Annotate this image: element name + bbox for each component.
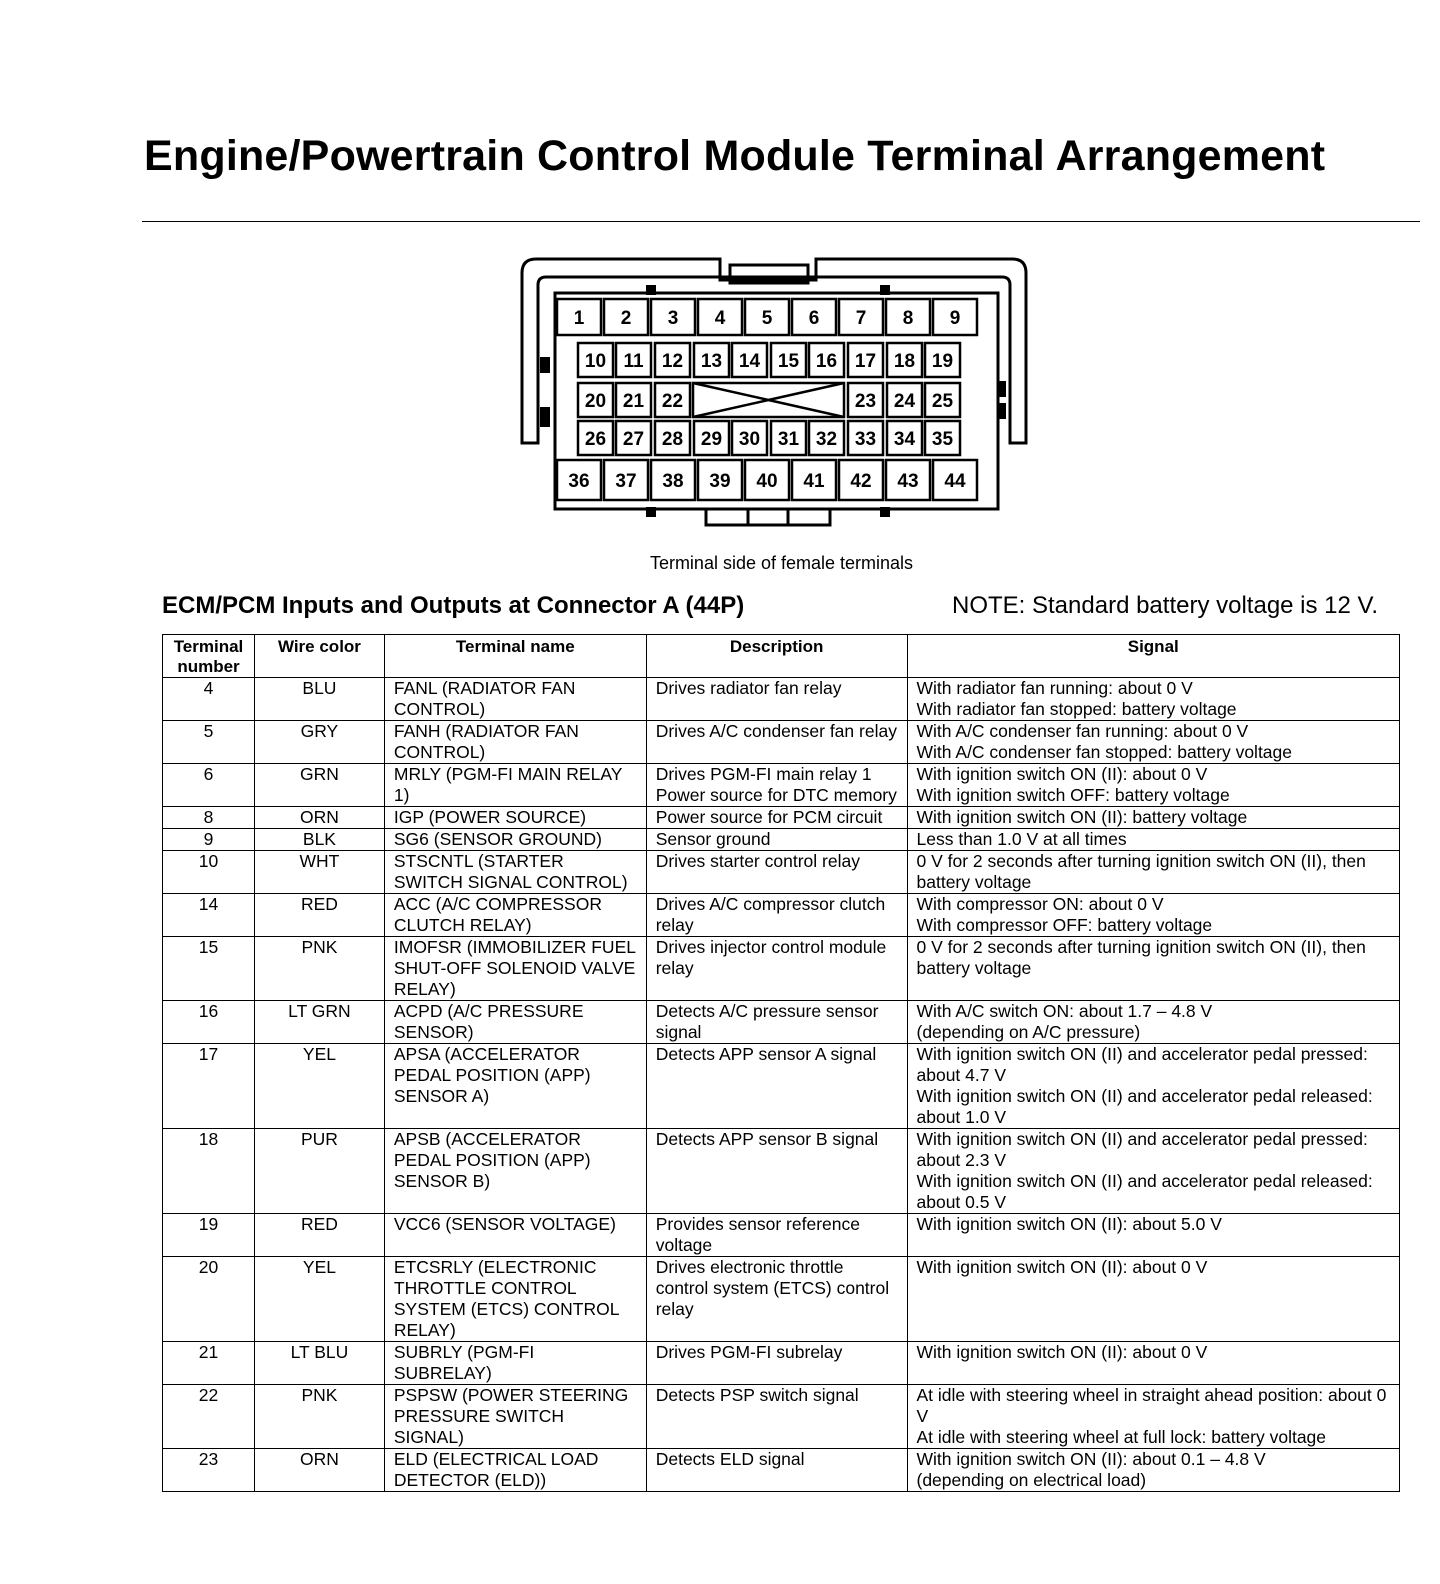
terminal-number-label: 26 [584, 429, 607, 450]
description-cell: Provides sensor reference voltage [646, 1214, 907, 1257]
table-row [163, 1214, 1400, 1257]
signal-cell [907, 807, 1400, 829]
terminal-number-cell: 19 [163, 1214, 255, 1257]
terminal-number-label: 23 [854, 391, 877, 412]
terminal-number-cell: 10 [163, 851, 255, 894]
wire-color-cell: BLK [254, 829, 384, 851]
title-divider [142, 221, 1420, 222]
table-header-row [163, 635, 1400, 678]
terminal-number-cell: 8 [163, 807, 255, 829]
table-row [163, 1342, 1400, 1385]
terminal-name-cell: ELD (ELECTRICAL LOAD DETECTOR (ELD)) [384, 1449, 646, 1492]
wire-color-cell: BLU [254, 678, 384, 721]
terminal-number-label: 3 [667, 308, 679, 329]
wire-color-cell: GRY [254, 721, 384, 764]
terminal-name-cell: VCC6 (SENSOR VOLTAGE) [384, 1214, 646, 1257]
terminal-name-cell: SG6 (SENSOR GROUND) [384, 829, 646, 851]
wire-color-cell: LT BLU [254, 1342, 384, 1385]
terminal-number-label: 21 [622, 391, 645, 412]
terminal-number-label: 35 [931, 429, 954, 450]
terminal-name-cell: FANL (RADIATOR FAN CONTROL) [384, 678, 646, 721]
terminal-name-cell: ACC (A/C COMPRESSOR CLUTCH RELAY) [384, 894, 646, 937]
table-row [163, 829, 1400, 851]
wire-color-cell: PNK [254, 1385, 384, 1449]
terminal-number-cell: 18 [163, 1129, 255, 1214]
signal-cell [907, 937, 1400, 1001]
signal-cell [907, 678, 1400, 721]
terminal-name-cell: MRLY (PGM-FI MAIN RELAY 1) [384, 764, 646, 807]
signal-line: With A/C condenser fan running: about 0 V [916, 721, 1249, 741]
wire-color-cell: WHT [254, 851, 384, 894]
connector-diagram [510, 255, 1050, 545]
signal-cell [907, 1342, 1400, 1385]
signal-cell [907, 1449, 1400, 1492]
table-row [163, 1001, 1400, 1044]
terminal-number-label: 11 [623, 351, 644, 372]
signal-cell [907, 721, 1400, 764]
table-row [163, 764, 1400, 807]
peg-top-left [646, 285, 656, 295]
signal-line: With ignition switch ON (II): about 0 V [916, 1257, 1208, 1277]
description-cell: Sensor ground [646, 829, 907, 851]
terminal-number-cell: 17 [163, 1044, 255, 1129]
terminal-number-cell: 16 [163, 1001, 255, 1044]
header-terminal-name: Terminal name [384, 635, 646, 678]
signal-line: With A/C switch ON: about 1.7 – 4.8 V [916, 1001, 1213, 1021]
terminal-number-cell: 14 [163, 894, 255, 937]
description-cell: Drives starter control relay [646, 851, 907, 894]
header-wire-color: Wire color [254, 635, 384, 678]
description-cell: Detects APP sensor B signal [646, 1129, 907, 1214]
terminal-number-label: 42 [850, 471, 872, 492]
terminal-number-label: 1 [573, 308, 585, 329]
terminal-number-label: 19 [931, 351, 954, 372]
terminal-number-cell: 22 [163, 1385, 255, 1449]
wire-color-cell: ORN [254, 1449, 384, 1492]
header-description: Description [646, 635, 907, 678]
signal-cell [907, 1257, 1400, 1342]
terminal-number-label: 5 [761, 308, 773, 329]
signal-line: With ignition switch OFF: battery voltage [916, 785, 1230, 805]
signal-cell [907, 764, 1400, 807]
table-body [163, 678, 1400, 1492]
header-terminal-number: Terminal number [163, 635, 255, 678]
signal-line: At idle with steering wheel at full lock: battery voltage [916, 1427, 1327, 1447]
signal-line: With ignition switch ON (II): battery voltage [916, 807, 1248, 827]
signal-line: With ignition switch ON (II) and accelerator pedal released: about 1.0 V [916, 1086, 1373, 1127]
peg-bottom-left [646, 507, 656, 517]
terminal-number-label: 37 [615, 471, 637, 492]
signal-line: 0 V for 2 seconds after turning ignition switch ON (II), then battery voltage [916, 937, 1366, 978]
terminal-name-cell: FANH (RADIATOR FAN CONTROL) [384, 721, 646, 764]
signal-line: 0 V for 2 seconds after turning ignition switch ON (II), then battery voltage [916, 851, 1366, 892]
terminal-number-cell: 6 [163, 764, 255, 807]
wire-color-cell: RED [254, 1214, 384, 1257]
blanked-cavity [693, 383, 844, 417]
description-cell: Detects ELD signal [646, 1449, 907, 1492]
page-title: Engine/Powertrain Control Module Terminal Arrangement [144, 132, 1326, 180]
terminal-number-label: 13 [700, 351, 723, 372]
terminal-number-label: 43 [897, 471, 919, 492]
terminal-number-label: 34 [893, 429, 916, 450]
signal-line: With ignition switch ON (II) and accelerator pedal pressed: about 4.7 V [916, 1044, 1368, 1085]
connector-bottom-tab [706, 509, 830, 525]
description-cell: Drives injector control module relay [646, 937, 907, 1001]
terminal-number-label: 36 [568, 471, 590, 492]
signal-line: (depending on electrical load) [916, 1470, 1147, 1490]
terminal-number-label: 33 [854, 429, 877, 450]
terminal-name-cell: IMOFSR (IMMOBILIZER FUEL SHUT-OFF SOLENOID VALVE RELAY) [384, 937, 646, 1001]
terminal-number-label: 29 [700, 429, 723, 450]
description-cell: Drives radiator fan relay [646, 678, 907, 721]
connector-drawing [510, 255, 1050, 545]
terminal-number-label: 7 [855, 308, 867, 329]
signal-cell [907, 1214, 1400, 1257]
wire-color-cell: RED [254, 894, 384, 937]
terminal-name-cell: APSB (ACCELERATOR PEDAL POSITION (APP) SENSOR B) [384, 1129, 646, 1214]
section-title: ECM/PCM Inputs and Outputs at Connector A (44P) [162, 592, 745, 619]
description-cell: Drives PGM-FI main relay 1 Power source for DTC memory [646, 764, 907, 807]
terminal-name-cell: SUBRLY (PGM-FI SUBRELAY) [384, 1342, 646, 1385]
table-row [163, 1044, 1400, 1129]
terminal-number-label: 25 [931, 391, 954, 412]
signal-line: With ignition switch ON (II): about 0 V [916, 764, 1208, 784]
description-cell: Detects PSP switch signal [646, 1385, 907, 1449]
wire-color-cell: YEL [254, 1044, 384, 1129]
terminal-number-cell: 20 [163, 1257, 255, 1342]
terminal-number-label: 44 [944, 471, 966, 492]
peg-top-right [880, 285, 890, 295]
terminal-number-label: 4 [714, 308, 726, 329]
terminal-number-cell: 23 [163, 1449, 255, 1492]
terminal-name-cell: APSA (ACCELERATOR PEDAL POSITION (APP) SENSOR A) [384, 1044, 646, 1129]
terminal-number-cell: 9 [163, 829, 255, 851]
terminal-number-label: 39 [709, 471, 731, 492]
diagram-caption: Terminal side of female terminals [649, 553, 914, 573]
terminal-number-cell: 5 [163, 721, 255, 764]
signal-line: With ignition switch ON (II) and accelerator pedal released: about 0.5 V [916, 1171, 1373, 1212]
terminal-name-cell: IGP (POWER SOURCE) [384, 807, 646, 829]
terminal-number-label: 24 [893, 391, 916, 412]
wire-color-cell: GRN [254, 764, 384, 807]
signal-line: Less than 1.0 V at all times [916, 829, 1127, 849]
terminal-number-label: 40 [756, 471, 778, 492]
terminal-number-label: 38 [662, 471, 684, 492]
terminal-number-label: 28 [661, 429, 684, 450]
signal-line: With ignition switch ON (II): about 0 V [916, 1342, 1208, 1362]
signal-line: With ignition switch ON (II): about 0.1 – 4.8 V [916, 1449, 1266, 1469]
terminal-name-cell: ACPD (A/C PRESSURE SENSOR) [384, 1001, 646, 1044]
terminal-number-label: 31 [777, 429, 800, 450]
side-lock-right-bottom [998, 403, 1006, 419]
terminal-number-label: 9 [949, 308, 961, 329]
description-cell: Drives electronic throttle control system (ETCS) control relay [646, 1257, 907, 1342]
terminal-name-cell: PSPSW (POWER STEERING PRESSURE SWITCH SIGNAL) [384, 1385, 646, 1449]
wire-color-cell: PNK [254, 937, 384, 1001]
signal-cell [907, 894, 1400, 937]
table-row [163, 807, 1400, 829]
signal-line: At idle with steering wheel in straight ahead position: about 0 V [916, 1385, 1387, 1426]
signal-line: With radiator fan stopped: battery voltage [916, 699, 1237, 719]
signal-line: With compressor OFF: battery voltage [916, 915, 1213, 935]
signal-line: With ignition switch ON (II): about 5.0 V [916, 1214, 1222, 1234]
side-lock-right-top [998, 381, 1006, 397]
description-cell: Drives A/C condenser fan relay [646, 721, 907, 764]
signal-cell [907, 1044, 1400, 1129]
header-signal: Signal [907, 635, 1400, 678]
terminal-name-cell: ETCSRLY (ELECTRONIC THROTTLE CONTROL SYSTEM (ETCS) CONTROL RELAY) [384, 1257, 646, 1342]
terminal-number-label: 16 [815, 351, 838, 372]
terminal-number-label: 27 [622, 429, 645, 450]
wire-color-cell: LT GRN [254, 1001, 384, 1044]
terminal-number-label: 2 [620, 308, 632, 329]
terminal-number-label: 32 [815, 429, 838, 450]
description-cell: Drives PGM-FI subrelay [646, 1342, 907, 1385]
table-row [163, 1449, 1400, 1492]
side-lock-left-bottom [540, 407, 550, 427]
signal-line: With compressor ON: about 0 V [916, 894, 1164, 914]
description-cell: Drives A/C compressor clutch relay [646, 894, 907, 937]
signal-line: With ignition switch ON (II) and accelerator pedal pressed: about 2.3 V [916, 1129, 1368, 1170]
terminal-number-label: 41 [803, 471, 825, 492]
table-row [163, 678, 1400, 721]
table-row [163, 894, 1400, 937]
side-lock-left-top [540, 357, 550, 373]
table-row [163, 937, 1400, 1001]
terminal-number-label: 8 [902, 308, 914, 329]
terminal-number-cell: 4 [163, 678, 255, 721]
signal-line: With A/C condenser fan stopped: battery voltage [916, 742, 1292, 762]
table-row [163, 1385, 1400, 1449]
signal-line: With radiator fan running: about 0 V [916, 678, 1193, 698]
terminal-table [162, 634, 1400, 1492]
wire-color-cell: YEL [254, 1257, 384, 1342]
terminal-number-label: 20 [584, 391, 607, 412]
terminal-number-label: 18 [893, 351, 916, 372]
description-cell: Detects A/C pressure sensor signal [646, 1001, 907, 1044]
peg-bottom-right [880, 507, 890, 517]
terminal-number-label: 6 [808, 308, 820, 329]
terminal-number-cell: 15 [163, 937, 255, 1001]
description-cell: Detects APP sensor A signal [646, 1044, 907, 1129]
terminal-number-label: 10 [584, 351, 607, 372]
table-row [163, 851, 1400, 894]
table-row [163, 1257, 1400, 1342]
wire-color-cell: ORN [254, 807, 384, 829]
signal-cell [907, 829, 1400, 851]
terminal-number-cell: 21 [163, 1342, 255, 1385]
signal-cell [907, 1001, 1400, 1044]
terminal-number-label: 30 [738, 429, 761, 450]
terminal-number-label: 15 [777, 351, 800, 372]
voltage-note: NOTE: Standard battery voltage is 12 V. [952, 592, 1379, 619]
signal-cell [907, 851, 1400, 894]
table-row [163, 1129, 1400, 1214]
wire-color-cell: PUR [254, 1129, 384, 1214]
signal-cell [907, 1129, 1400, 1214]
terminal-number-label: 17 [854, 351, 877, 372]
terminal-number-label: 12 [661, 351, 684, 372]
signal-cell [907, 1385, 1400, 1449]
table-row [163, 721, 1400, 764]
terminal-number-label: 22 [661, 391, 684, 412]
description-cell: Power source for PCM circuit [646, 807, 907, 829]
terminal-number-label: 14 [738, 351, 761, 372]
terminal-name-cell: STSCNTL (STARTER SWITCH SIGNAL CONTROL) [384, 851, 646, 894]
signal-line: (depending on A/C pressure) [916, 1022, 1141, 1042]
